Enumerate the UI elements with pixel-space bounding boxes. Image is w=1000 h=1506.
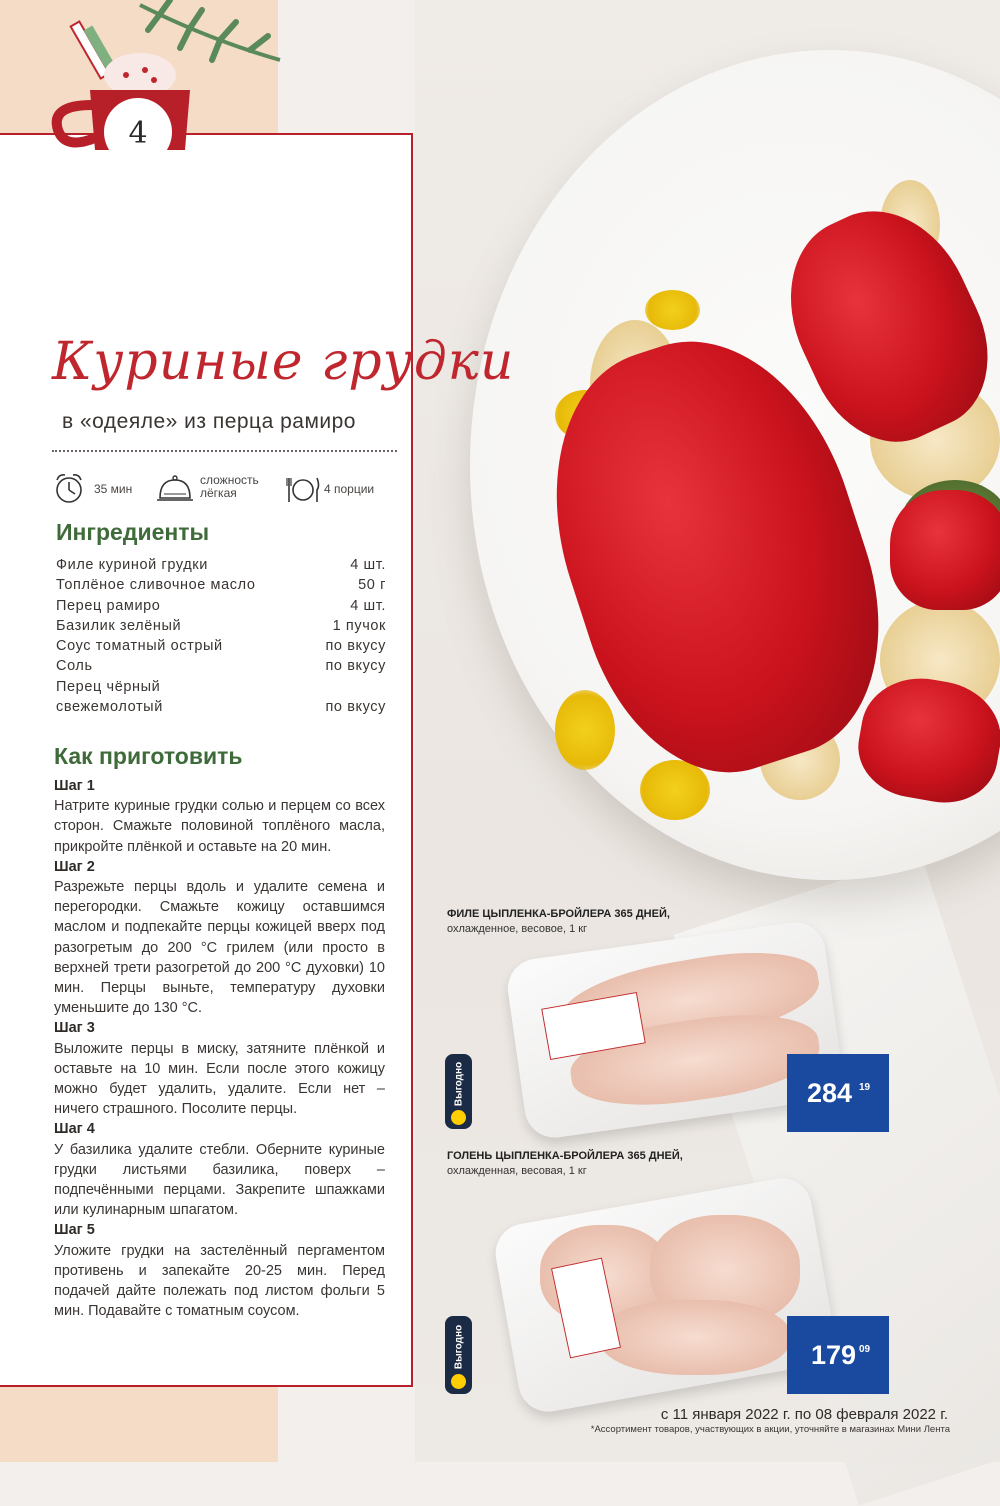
ingredient-row <box>56 616 386 636</box>
difficulty <box>200 474 259 500</box>
price-main: 179 <box>811 1340 857 1370</box>
product-desc: охлажденная, весовая, 1 кг <box>447 1165 587 1177</box>
oil-drop <box>555 690 615 770</box>
ingredient-row <box>56 677 386 697</box>
page-number: 4 <box>128 116 148 151</box>
promo-badge-text: Выгодно <box>453 1324 464 1370</box>
ingredient-row <box>56 575 386 595</box>
fork-plate-knife-icon <box>286 472 320 506</box>
difficulty-label: сложность <box>200 473 259 487</box>
difficulty-value: лёгкая <box>200 486 237 500</box>
step-title: Шаг 2 <box>54 858 95 875</box>
serving-dish-icon <box>156 474 194 506</box>
promo-badge <box>445 1054 472 1129</box>
ingredient-qty: 50 г <box>358 577 386 594</box>
ingredient-qty: по вкусу <box>325 638 386 655</box>
oil-drop <box>640 760 710 820</box>
divider <box>52 450 397 452</box>
step-text: У базилика удалите стебли. Оберните куриные грудки листьями базилика, поверх – подпечёнными перцами. Закрепите шпажками или кулинарным шпагатом. <box>54 1141 385 1219</box>
step-title: Шаг 4 <box>54 1121 95 1138</box>
price-tag <box>787 1316 889 1394</box>
price-cents: 09 <box>859 1344 871 1355</box>
product-desc: охлажденное, весовое, 1 кг <box>447 923 588 935</box>
ingredient-qty: по вкусу <box>325 658 386 675</box>
promo-dot-icon <box>451 1110 466 1125</box>
portions: 4 порции <box>324 482 375 496</box>
red-pepper <box>890 490 1000 610</box>
ingredient-row <box>56 596 386 616</box>
step-text: Выложите перцы в миску, затяните плёнкой и оставьте на 10 мин. Если после этого кожицу можно будет удалить, удалите. Если нет – ничего страшного. Посолите перцы. <box>54 1040 385 1118</box>
ingredient-name: Филе куриной грудки <box>56 557 208 573</box>
ingredient-name: Соль <box>56 658 93 675</box>
ingredient-name: Базилик зелёный <box>56 617 182 634</box>
step-title: Шаг 5 <box>54 1222 95 1239</box>
price-tag <box>787 1054 889 1132</box>
promo-dates: с 11 января 2022 г. по 08 февраля 2022 г. <box>660 1406 948 1423</box>
footnote: *Ассортимент товаров, участвующих в акции, уточняйте в магазинах Мини Лента <box>590 1424 950 1435</box>
price-cents: 19 <box>859 1082 871 1093</box>
chicken-drumstick <box>600 1300 790 1375</box>
price-main: 284 <box>807 1078 853 1108</box>
recipe-subtitle: в «одеяле» из перца рамиро <box>62 410 356 433</box>
ingredient-qty: 1 пучок <box>332 617 386 634</box>
step-text: Разрежьте перцы вдоль и удалите семена и перегородки. Смажьте кожицу оставшимся маслом и подпекайте перцы кожицей вверх под разогретым до 200 °С грилем (или просто в верхней трети разогретой до 200 °С духовки) 10 мин. Перцы выньте, температуру духовки уменьшите до 130 °С. <box>54 879 385 1017</box>
ingredient-name: Перец рамиро <box>56 597 161 614</box>
ingredient-row <box>56 697 386 717</box>
alarm-clock-icon <box>53 472 85 506</box>
product-name: ФИЛЕ ЦЫПЛЕНКА-БРОЙЛЕРА 365 ДНЕЙ, <box>447 908 670 920</box>
ingredient-name: Топлёное сливочное масло <box>56 577 256 594</box>
step-title: Шаг 3 <box>54 1020 95 1037</box>
ingredient-name: свежемолотый <box>56 699 163 716</box>
product-name: ГОЛЕНЬ ЦЫПЛЕНКА-БРОЙЛЕРА 365 ДНЕЙ, <box>447 1150 683 1162</box>
ingredient-row <box>56 636 386 656</box>
ingredient-row <box>56 656 386 676</box>
ingredients-list <box>56 555 386 717</box>
ingredient-qty: 4 шт. <box>350 597 386 614</box>
ingredients-heading: Ингредиенты <box>56 519 210 545</box>
ingredient-name: Перец чёрный <box>56 678 161 695</box>
promo-badge <box>445 1316 472 1394</box>
method-heading: Как приготовить <box>54 743 243 769</box>
step-text: Натрите куриные грудки солью и перцем со всех сторон. Смажьте половиной топлёного масла, прикройте плёнкой и оставьте на 20 мин. <box>54 798 385 855</box>
oil-drop <box>645 290 700 330</box>
method-steps <box>54 776 385 1321</box>
ingredient-name: Соус томатный острый <box>56 638 223 655</box>
cook-time: 35 мин <box>94 482 133 496</box>
step-text: Уложите грудки на застелённый пергаментом противень и запекайте 20-25 мин. Перед подачей дайте полежать под листом фольги 5 мин. Подавайте с томатным соусом. <box>54 1242 385 1320</box>
step-title: Шаг 1 <box>54 778 95 794</box>
ingredient-qty: по вкусу <box>325 699 386 716</box>
recipe-title: Куриные грудки <box>52 332 515 392</box>
promo-dot-icon <box>451 1374 466 1389</box>
promo-badge-text: Выгодно <box>453 1061 464 1107</box>
ingredient-row <box>56 555 386 575</box>
ingredient-qty: 4 шт. <box>350 557 386 573</box>
